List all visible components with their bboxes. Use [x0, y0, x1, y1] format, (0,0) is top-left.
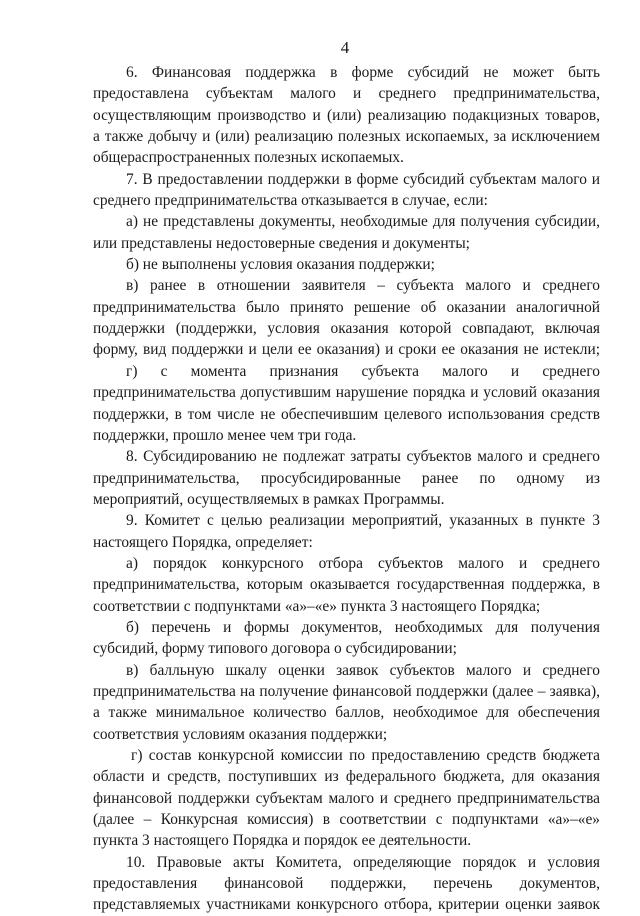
paragraph-p7v [93, 275, 600, 360]
paragraph-p7b [93, 254, 600, 275]
text-line: области и средств, поступивших из федерального бюджета, для оказания [93, 768, 600, 786]
paragraph-p9g [93, 745, 600, 852]
paragraph-p7a [93, 211, 600, 254]
text-line: 8. Субсидированию не подлежат затраты субъектов малого и среднего [126, 448, 600, 466]
document-body [93, 62, 600, 916]
text-line: предпринимательства, которым оказывается государственная поддержка, в [93, 576, 600, 594]
text-line: пункта 3 настоящего Порядка и порядок ее деятельности. [93, 832, 472, 850]
paragraph-p6 [93, 62, 600, 169]
paragraph-p9 [93, 510, 600, 553]
text-line: г) состав конкурсной комиссии по предоставлению средств бюджета [131, 747, 600, 764]
text-line: в) ранее в отношении заявителя – субъекта малого и среднего [126, 277, 600, 295]
text-line: 10. Правовые акты Комитета, определяющие порядок и условия [126, 853, 600, 871]
text-line: общераспространенных полезных ископаемых. [93, 149, 404, 167]
text-line: 7. В предоставлении поддержки в форме субсидий субъектам малого и [126, 170, 600, 188]
text-line: осуществляющим производство и (или) реализацию подакцизных товаров, [93, 106, 600, 124]
text-line: (далее – Конкурсная комиссия) в соответствии с подпунктами «а»–«е» [93, 811, 600, 829]
text-line: а) не представлены документы, необходимые для получения субсидии, [126, 213, 600, 231]
text-line: поддержки, прошло менее чем три года. [93, 426, 357, 444]
text-line: соответствии с подпунктами «а»–«е» пункта 3 настоящего Порядка; [93, 597, 541, 615]
paragraph-p9v [93, 660, 600, 745]
page-number: 4 [340, 38, 350, 57]
text-line: 9. Комитет с целью реализации мероприятий, указанных в пункте 3 [126, 512, 600, 530]
text-line: а также добычу и (или) реализацию полезных ископаемых, за исключением [93, 128, 600, 146]
paragraph-p8 [93, 446, 600, 510]
text-line: финансовой поддержки субъектам малого и среднего предпринимательства [93, 789, 600, 807]
text-line: б) не выполнены условия оказания поддержки; [126, 256, 435, 274]
text-line: 6. Финансовая поддержка в форме субсидий не может быть [126, 64, 600, 81]
paragraph-p10 [93, 852, 600, 916]
text-line: а также минимальное количество баллов, необходимое для обеспечения [93, 704, 600, 722]
paragraph-p9b [93, 617, 600, 660]
text-line: предпринимательства на получение финансовой поддержки (далее – заявка), [93, 682, 600, 700]
text-line: предоставления финансовой поддержки, перечень документов, [93, 875, 600, 893]
text-line: г) с момента признания субъекта малого и среднего [126, 362, 600, 380]
text-line: предпринимательства было принято решение об оказании аналогичной [93, 298, 600, 316]
text-line: настоящего Порядка, определяет: [93, 533, 313, 551]
text-line: а) порядок конкурсного отбора субъектов малого и среднего [126, 554, 600, 572]
text-line: предпринимательства, просубсидированные ранее по одному из [93, 469, 600, 487]
text-line: б) перечень и формы документов, необходимых для получения [126, 618, 600, 636]
text-line: предпринимательства допустившим нарушение порядка и условий оказания [93, 384, 600, 402]
paragraph-p9a [93, 553, 600, 617]
text-line: представляемых участниками конкурсного отбора, критерии оценки заявок [93, 896, 600, 914]
text-line: поддержки, в том числе не обеспечившим целевого использования средств [93, 405, 600, 423]
text-line: мероприятий, осуществляемых в рамках Программы. [93, 490, 445, 508]
text-line: субсидий, форму типового договора о субсидировании; [93, 640, 457, 658]
paragraph-p7 [93, 169, 600, 212]
text-line: соответствия условиям оказания поддержки; [93, 725, 388, 743]
text-line: в) балльную шкалу оценки заявок субъектов малого и среднего [126, 661, 600, 679]
text-line: форму, вид поддержки и цели ее оказания) и сроки ее оказания не истекли; [93, 341, 600, 359]
text-line: поддержки (поддержки, условия оказания которой совпадают, включая [93, 320, 600, 338]
text-line: среднего предпринимательства отказывается в случае, если: [93, 192, 488, 210]
text-line: или представлены недостоверные сведения и документы; [93, 234, 470, 252]
text-line: предоставлена субъектам малого и среднего предпринимательства, [93, 85, 600, 103]
paragraph-p7g [93, 361, 600, 446]
